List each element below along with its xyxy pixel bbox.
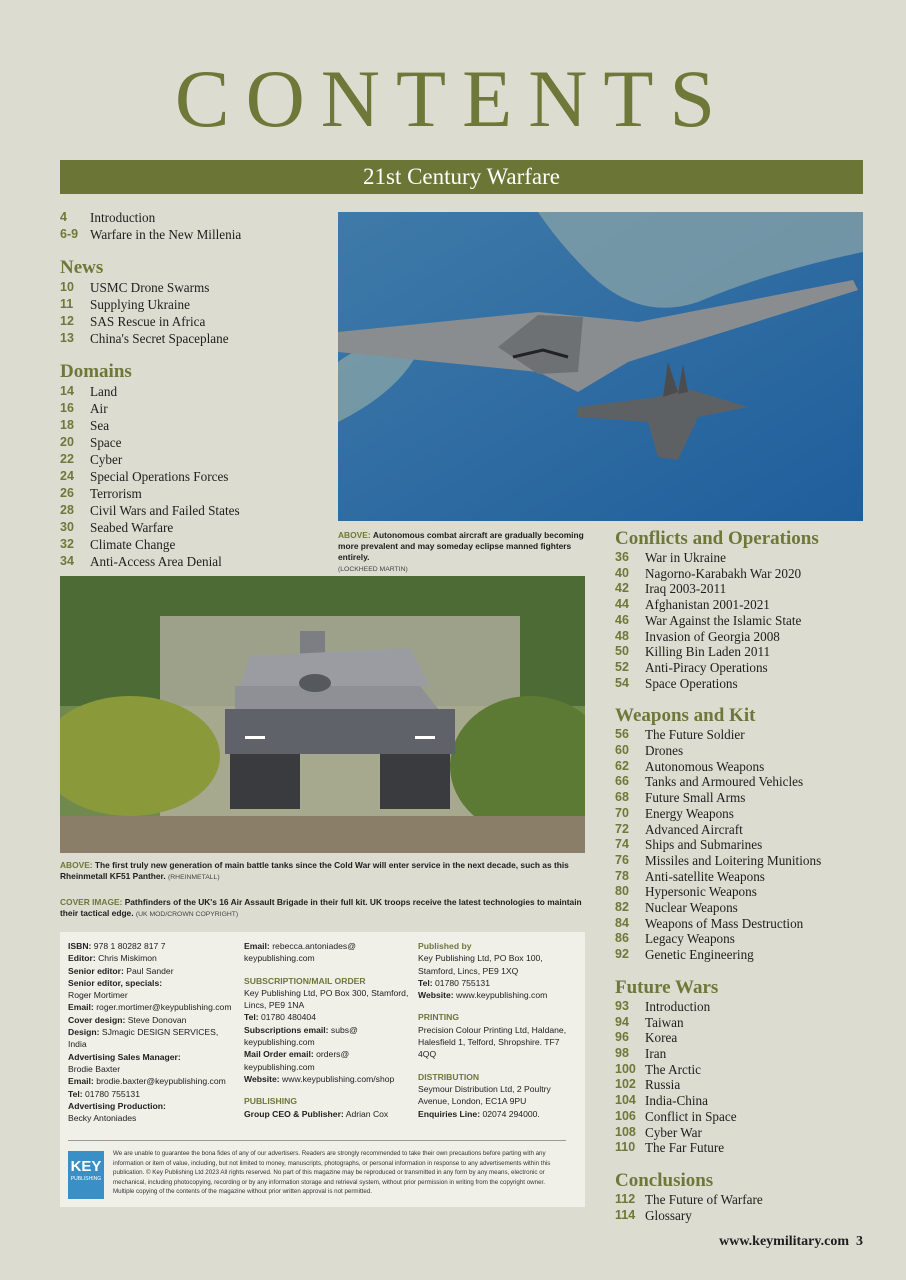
toc-label: The Future Soldier [645, 727, 745, 743]
credits-col-1: ISBN: 978 1 80282 817 7 Editor: Chris Miskimon Senior editor: Paul Sander Senior editor, specials: Roger Mortimer Email: roger.mortimer@keypublishing.com Cover design: Steve Donovan Design: SJmagic DESIGN SERVICES, India Advertising Sales Manager: Brodie Baxter Email: brodie.baxter@keypublishing.com Tel: 01780 755131 Advertising Production: Becky Antoniades [68, 941, 232, 1124]
toc-page: 62 [615, 758, 629, 773]
toc-label: Climate Change [90, 537, 176, 552]
toc-page: 6-9 [60, 227, 79, 241]
weapons-list [615, 727, 875, 963]
toc-label: Tanks and Armoured Vehicles [645, 774, 804, 790]
toc-entry[interactable] [60, 434, 340, 451]
section-heading-future: Future Wars [615, 976, 719, 998]
toc-label: Glossary [645, 1207, 692, 1223]
toc-entry[interactable] [615, 884, 875, 900]
disclaimer-text: We are unable to guarantee the bona fides of any of our advertisers. Readers are strongly recommended to take their own precautions before parting with any information or item of value, including, but not limited to money, manuscripts, photographs, or personal information in response to any advertisements within this publication. © Key Publishing Ltd 2023 All rights reserved. No part of this magazine may be reproduced or transmitted in any form by any means, electronic or mechanical, including photocopying, recording or by any information storage and retrieval system, without prior permission in writing from the copyright owner. Multiple copying of the contents of the magazine without prior written approval is not permitted. [113, 1150, 551, 1195]
toc-page: 54 [615, 675, 629, 690]
toc-page: 40 [615, 565, 629, 580]
credits-divider [68, 1140, 566, 1141]
future-list [615, 999, 875, 1156]
cover-caption: COVER IMAGE: Pathfinders of the UK's 16 Air Assault Brigade in their full kit. UK troops receive the latest technologies to maintain their tactical edge. (UK MOD/CROWN COPYRIGHT) [60, 897, 582, 918]
toc-entry[interactable] [615, 947, 875, 963]
toc-page: 30 [60, 520, 74, 534]
toc-entry[interactable] [615, 727, 875, 743]
toc-label: Energy Weapons [645, 805, 734, 821]
toc-page: 50 [615, 644, 629, 659]
toc-page: 56 [615, 727, 629, 742]
tank-caption: ABOVE: The first truly new generation of main battle tanks since the Cold War will enter service in the next decade, such as this Rheinmetall KF51 Panther. (RHEINMETALL) [60, 860, 569, 881]
news-list [60, 279, 340, 347]
toc-page: 4 [60, 210, 67, 224]
toc-page: 100 [615, 1061, 636, 1076]
section-heading-weapons: Weapons and Kit [615, 705, 756, 727]
toc-label: Warfare in the New Millenia [90, 227, 242, 242]
toc-label: Iraq 2003-2011 [645, 581, 727, 597]
toc-entry[interactable] [60, 502, 340, 519]
section-heading-domains: Domains [60, 361, 132, 382]
toc-label: Hypersonic Weapons [645, 884, 757, 900]
toc-entry[interactable] [615, 774, 875, 790]
toc-label: Autonomous Weapons [645, 758, 765, 774]
toc-label: Supplying Ukraine [90, 297, 190, 312]
toc-page: 110 [615, 1140, 636, 1155]
toc-entry[interactable] [60, 330, 340, 347]
toc-page: 84 [615, 915, 629, 930]
toc-label: Introduction [90, 210, 156, 225]
toc-page: 106 [615, 1108, 636, 1123]
toc-label: Seabed Warfare [90, 520, 174, 535]
toc-entry[interactable] [60, 485, 340, 502]
toc-page: 22 [60, 452, 74, 466]
toc-page: 82 [615, 900, 629, 915]
toc-page: 74 [615, 837, 629, 852]
toc-label: War Against the Islamic State [645, 612, 802, 628]
toc-label: Sea [90, 418, 110, 433]
toc-page: 108 [615, 1124, 636, 1139]
toc-label: Cyber [90, 452, 123, 467]
toc-label: Advanced Aircraft [645, 821, 743, 837]
toc-entry[interactable] [615, 676, 875, 692]
toc-page: 13 [60, 331, 74, 345]
toc-label: USMC Drone Swarms [90, 280, 210, 295]
website-link[interactable]: www.keymilitary.com [719, 1234, 849, 1249]
credits-col-3: Published by Key Publishing Ltd, PO Box 100, Stamford, Lincs, PE9 1XQ Tel: 01780 755131 Website: www.keypublishing.com PRINTING Precision Colour Printing Ltd, Haldane, Halesfield 1, Telford, Shropshire. TF7 4QQ DISTRIBUTION Seymour Distribution Ltd, 2 Poultry Avenue, London, EC1A 9PU Enquiries Line: 02074 294000. [418, 941, 567, 1119]
toc-entry[interactable] [615, 1093, 875, 1109]
toc-label: Russia [645, 1077, 681, 1093]
toc-page: 86 [615, 931, 629, 946]
toc-label: Legacy Weapons [645, 931, 735, 947]
toc-entry[interactable] [615, 999, 875, 1015]
toc-entry[interactable] [615, 806, 875, 822]
toc-entry[interactable] [615, 660, 875, 676]
toc-entry[interactable] [60, 296, 340, 313]
toc-page: 32 [60, 537, 74, 551]
toc-entry[interactable] [615, 1077, 875, 1093]
toc-label: SAS Rescue in Africa [90, 314, 206, 329]
toc-entry[interactable] [615, 1062, 875, 1078]
toc-label: Space Operations [645, 675, 738, 691]
toc-page: 10 [60, 280, 74, 294]
toc-entry[interactable] [615, 822, 875, 838]
toc-label: Air [90, 401, 108, 416]
toc-page: 46 [615, 612, 629, 627]
key-publishing-logo: KEY PUBLISHING [68, 1151, 104, 1199]
toc-entry[interactable] [615, 916, 875, 932]
toc-entry[interactable] [615, 644, 875, 660]
toc-label: Invasion of Georgia 2008 [645, 628, 780, 644]
toc-label: Land [90, 384, 118, 399]
toc-entry[interactable] [615, 566, 875, 582]
toc-page: 12 [60, 314, 74, 328]
toc-entry[interactable] [60, 400, 340, 417]
page-footer [719, 1234, 863, 1250]
toc-page: 18 [60, 418, 74, 432]
toc-label: China's Secret Spaceplane [90, 331, 229, 346]
toc-page: 24 [60, 469, 74, 483]
toc-label: Missiles and Loitering Munitions [645, 852, 822, 868]
toc-entry[interactable] [615, 1046, 875, 1062]
toc-label: Korea [645, 1030, 678, 1046]
toc-page: 48 [615, 628, 629, 643]
domains-list [60, 383, 340, 570]
toc-label: Taiwan [645, 1014, 684, 1030]
toc-entry[interactable] [615, 759, 875, 775]
toc-label: Cyber War [645, 1124, 702, 1140]
toc-label: Anti-satellite Weapons [645, 868, 765, 884]
toc-label: Nuclear Weapons [645, 900, 738, 916]
issue-banner: 21st Century Warfare [60, 160, 863, 194]
toc-label: Conflict in Space [645, 1108, 737, 1124]
toc-label: Afghanistan 2001-2021 [645, 597, 770, 613]
conflicts-list [615, 550, 875, 691]
toc-entry[interactable] [615, 900, 875, 916]
toc-page: 76 [615, 852, 629, 867]
conclusions-list [615, 1192, 875, 1223]
toc-left [60, 209, 340, 570]
toc-entry[interactable] [615, 1125, 875, 1141]
credits-col-2: Email: rebecca.antoniades@ keypublishing.com SUBSCRIPTION/MAIL ORDER Key Publishing Ltd, PO Box 300, Stamford, Lincs, PE9 1NA Tel: 01780 480404 Subscriptions email: subs@ keypublishing.com Mail Order email: orders@ keypublishing.com Website: www.keypublishing.com/shop PUBLISHING Group CEO & Publisher: Adrian Cox [244, 941, 409, 1119]
tank-photo [60, 576, 585, 853]
toc-label: Ships and Submarines [645, 837, 763, 853]
toc-entry[interactable] [60, 451, 340, 468]
toc-entry[interactable] [615, 550, 875, 566]
section-heading-news: News [60, 257, 104, 278]
toc-entry[interactable] [615, 743, 875, 759]
toc-page: 11 [60, 297, 74, 311]
toc-page: 80 [615, 884, 629, 899]
aircraft-photo [338, 212, 863, 521]
toc-entry[interactable] [615, 613, 875, 629]
toc-label: The Far Future [645, 1140, 725, 1156]
toc-right [615, 528, 875, 1223]
toc-page: 14 [60, 384, 74, 398]
toc-entry[interactable] [615, 931, 875, 947]
page-number: 3 [856, 1234, 863, 1249]
toc-page: 42 [615, 581, 629, 596]
toc-entry[interactable] [615, 597, 875, 613]
toc-entry[interactable] [615, 629, 875, 645]
toc-page: 96 [615, 1030, 629, 1045]
toc-label: Special Operations Forces [90, 469, 229, 484]
toc-page: 52 [615, 659, 629, 674]
toc-entry[interactable] [60, 417, 340, 434]
toc-label: The Arctic [645, 1061, 702, 1077]
toc-entry[interactable] [615, 1140, 875, 1156]
toc-entry[interactable] [60, 383, 340, 400]
credits-box [60, 932, 585, 1207]
toc-label: Genetic Engineering [645, 947, 754, 963]
toc-entry[interactable] [615, 1030, 875, 1046]
toc-entry[interactable] [615, 1192, 875, 1208]
toc-entry[interactable] [615, 581, 875, 597]
toc-entry[interactable] [615, 790, 875, 806]
toc-page: 28 [60, 503, 74, 517]
toc-label: Anti-Piracy Operations [645, 659, 768, 675]
toc-page: 78 [615, 868, 629, 883]
toc-entry[interactable] [615, 1208, 875, 1224]
toc-label: Future Small Arms [645, 790, 746, 806]
toc-label: Nagorno-Karabakh War 2020 [645, 565, 802, 581]
toc-entry[interactable] [615, 853, 875, 869]
toc-label: Iran [645, 1045, 667, 1061]
toc-entry[interactable] [615, 869, 875, 885]
toc-label: India-China [645, 1093, 708, 1109]
toc-page: 92 [615, 947, 629, 962]
section-heading-conclusions: Conclusions [615, 1169, 714, 1191]
toc-page: 68 [615, 790, 629, 805]
toc-entry[interactable] [60, 519, 340, 536]
toc-page: 114 [615, 1207, 636, 1222]
toc-entry[interactable] [60, 468, 340, 485]
toc-page: 94 [615, 1014, 629, 1029]
toc-entry[interactable] [60, 209, 340, 226]
toc-label: Space [90, 435, 122, 450]
toc-entry[interactable] [60, 279, 340, 296]
toc-entry[interactable] [60, 226, 340, 243]
toc-entry[interactable] [615, 1015, 875, 1031]
toc-page: 102 [615, 1077, 636, 1092]
toc-entry[interactable] [615, 1109, 875, 1125]
aircraft-caption: ABOVE: Autonomous combat aircraft are gradually becoming more prevalent and may someday eclipse manned fighters entirely. (LOCKHEED MARTIN) [338, 530, 584, 573]
toc-label: Drones [645, 743, 684, 759]
toc-entry[interactable] [60, 313, 340, 330]
toc-entry[interactable] [60, 553, 340, 570]
toc-page: 16 [60, 401, 74, 415]
toc-entry[interactable] [60, 536, 340, 553]
page-title: CONTENTS [174, 53, 732, 144]
toc-page: 34 [60, 554, 74, 568]
toc-label: Killing Bin Laden 2011 [645, 644, 771, 660]
toc-page: 104 [615, 1093, 636, 1108]
toc-label: Introduction [645, 998, 711, 1014]
toc-label: Weapons of Mass Destruction [645, 915, 804, 931]
toc-page: 93 [615, 998, 629, 1013]
toc-page: 44 [615, 597, 629, 612]
toc-label: Civil Wars and Failed States [90, 503, 240, 518]
toc-label: Terrorism [90, 486, 142, 501]
toc-page: 26 [60, 486, 74, 500]
toc-page: 66 [615, 774, 629, 789]
toc-page: 70 [615, 805, 629, 820]
toc-page: 60 [615, 743, 629, 758]
toc-page: 20 [60, 435, 74, 449]
toc-label: The Future of Warfare [645, 1191, 763, 1207]
toc-entry[interactable] [615, 837, 875, 853]
toc-page: 72 [615, 821, 629, 836]
toc-page: 98 [615, 1045, 629, 1060]
section-heading-conflicts: Conflicts and Operations [615, 528, 819, 549]
toc-label: Anti-Access Area Denial [90, 554, 222, 569]
toc-page: 36 [615, 550, 629, 564]
toc-label: War in Ukraine [645, 550, 726, 565]
toc-page: 112 [615, 1191, 636, 1206]
